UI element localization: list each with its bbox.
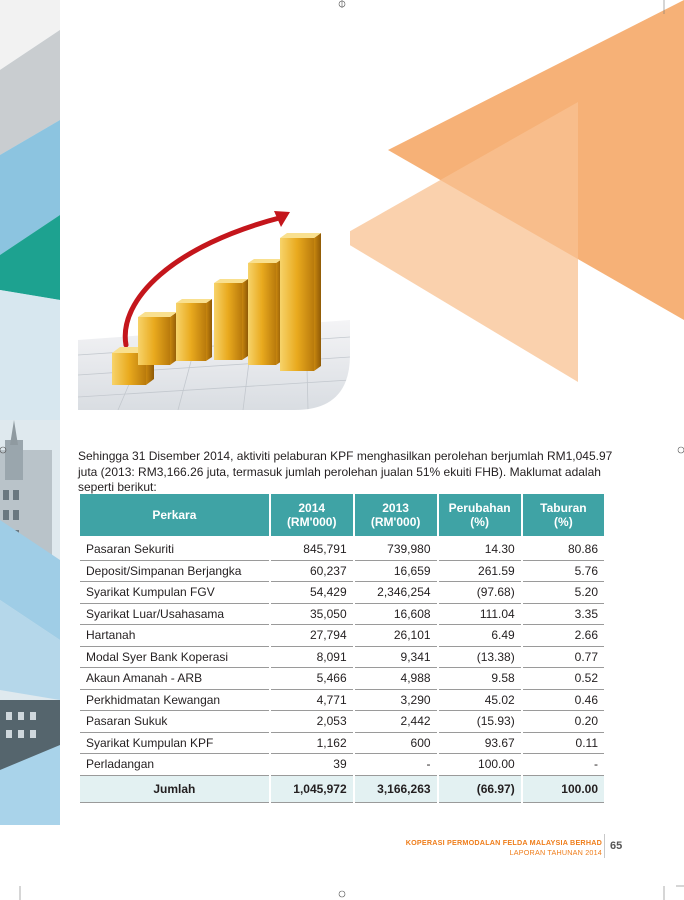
total-2014: 1,045,972 (271, 776, 353, 803)
row-2013: 26,101 (355, 625, 437, 647)
table-row (80, 561, 604, 583)
header-2013: 2013 (RM'000) (355, 494, 437, 539)
table-row (80, 647, 604, 669)
row-2014: 60,237 (271, 561, 353, 583)
row-2014: 39 (271, 754, 353, 776)
row-change: 9.58 (439, 668, 521, 690)
row-share: 5.76 (523, 561, 604, 583)
row-name: Perkhidmatan Kewangan (80, 690, 269, 712)
total-label: Jumlah (80, 776, 269, 803)
row-change: (15.93) (439, 711, 521, 733)
row-2014: 4,771 (271, 690, 353, 712)
table-row (80, 625, 604, 647)
footer-brand (406, 838, 602, 858)
table-row (80, 733, 604, 755)
row-name: Modal Syer Bank Koperasi (80, 647, 269, 669)
footer-report: LAPORAN TAHUNAN 2014 (509, 848, 602, 857)
row-2013: 3,290 (355, 690, 437, 712)
row-change: 6.49 (439, 625, 521, 647)
row-2013: - (355, 754, 437, 776)
row-share: 80.86 (523, 539, 604, 561)
row-2014: 1,162 (271, 733, 353, 755)
investment-table (78, 494, 606, 803)
row-2013: 739,980 (355, 539, 437, 561)
row-change: 14.30 (439, 539, 521, 561)
row-change: 93.67 (439, 733, 521, 755)
row-share: 0.20 (523, 711, 604, 733)
header-taburan: Taburan (%) (523, 494, 604, 539)
row-2014: 2,053 (271, 711, 353, 733)
row-name: Perladangan (80, 754, 269, 776)
row-share: 0.46 (523, 690, 604, 712)
total-change: (66.97) (439, 776, 521, 803)
growth-chart-illustration (78, 205, 350, 410)
row-change: 45.02 (439, 690, 521, 712)
intro-paragraph: Sehingga 31 Disember 2014, aktiviti pelaburan KPF menghasilkan perolehan berjumlah RM1,045.97 juta (2013: RM3,166.26 juta, termasuk jumlah perolehan jualan 51% ekuiti FHB). Maklumat adalah seperti berikut: (78, 449, 613, 494)
row-change: 111.04 (439, 604, 521, 626)
row-2014: 5,466 (271, 668, 353, 690)
row-name: Deposit/Simpanan Berjangka (80, 561, 269, 583)
row-change: 261.59 (439, 561, 521, 583)
row-share: - (523, 754, 604, 776)
row-name: Syarikat Kumpulan KPF (80, 733, 269, 755)
row-share: 0.11 (523, 733, 604, 755)
footer-org: KOPERASI PERMODALAN FELDA MALAYSIA BERHAD (405, 838, 602, 847)
table-row (80, 668, 604, 690)
row-2014: 35,050 (271, 604, 353, 626)
row-share: 3.35 (523, 604, 604, 626)
row-2013: 16,659 (355, 561, 437, 583)
row-2013: 9,341 (355, 647, 437, 669)
row-2014: 845,791 (271, 539, 353, 561)
row-change: (97.68) (439, 582, 521, 604)
table-row (80, 754, 604, 776)
row-name: Hartanah (80, 625, 269, 647)
header-perkara: Perkara (80, 494, 269, 539)
row-2014: 8,091 (271, 647, 353, 669)
header-2014: 2014 (RM'000) (271, 494, 353, 539)
table-row (80, 711, 604, 733)
header-perubahan: Perubahan (%) (439, 494, 521, 539)
row-change: 100.00 (439, 754, 521, 776)
row-name: Syarikat Kumpulan FGV (80, 582, 269, 604)
row-change: (13.38) (439, 647, 521, 669)
page-number: 65 (610, 840, 623, 852)
row-2014: 54,429 (271, 582, 353, 604)
row-2013: 2,346,254 (355, 582, 437, 604)
total-2013: 3,166,263 (355, 776, 437, 803)
row-share: 5.20 (523, 582, 604, 604)
row-share: 2.66 (523, 625, 604, 647)
row-share: 0.77 (523, 647, 604, 669)
row-2013: 4,988 (355, 668, 437, 690)
row-name: Syarikat Luar/Usahasama (80, 604, 269, 626)
row-share: 0.52 (523, 668, 604, 690)
row-2014: 27,794 (271, 625, 353, 647)
total-row (80, 776, 604, 803)
total-share: 100.00 (523, 776, 604, 803)
footer-divider (604, 834, 605, 858)
table-row (80, 604, 604, 626)
row-2013: 2,442 (355, 711, 437, 733)
table-row (80, 690, 604, 712)
row-name: Pasaran Sukuk (80, 711, 269, 733)
row-2013: 16,608 (355, 604, 437, 626)
row-name: Akaun Amanah - ARB (80, 668, 269, 690)
row-name: Pasaran Sekuriti (80, 539, 269, 561)
table-header-row (80, 494, 604, 539)
table-body (80, 539, 604, 776)
row-2013: 600 (355, 733, 437, 755)
table-row (80, 539, 604, 561)
table-row (80, 582, 604, 604)
